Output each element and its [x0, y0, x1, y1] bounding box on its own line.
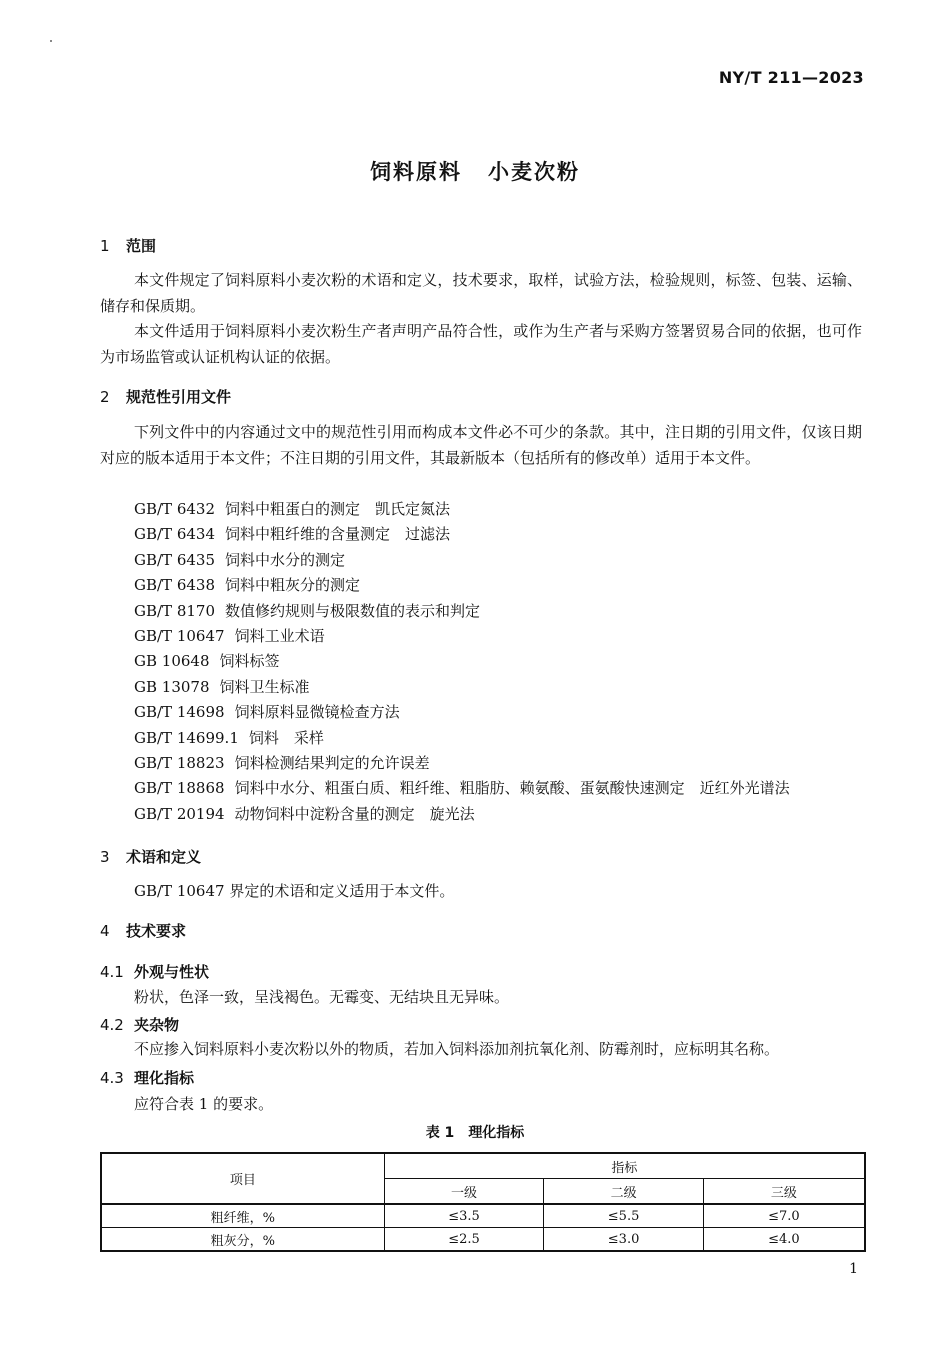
- section-4-2-heading: [100, 1014, 179, 1035]
- table-caption-title: 理化指标: [468, 1125, 525, 1141]
- title-part-2: 小麦次粉: [488, 160, 580, 184]
- section-number: 1: [100, 237, 110, 255]
- section-title: 术语和定义: [126, 848, 202, 866]
- reference-code: GB/T 6434: [134, 525, 216, 544]
- row-value: ≤3.5: [384, 1204, 544, 1228]
- header-indicator: 指标: [384, 1153, 865, 1179]
- reference-title: 饲料原料显微镜检查方法: [234, 703, 400, 722]
- table-caption: [0, 1122, 950, 1142]
- reference-title: 动物饲料中淀粉含量的测定 旋光法: [234, 804, 475, 823]
- row-value: ≤7.0: [703, 1204, 865, 1228]
- reference-item: [134, 497, 790, 522]
- normative-reference-list: [134, 497, 790, 827]
- page-number: 1: [849, 1261, 858, 1277]
- section-1-heading: [100, 235, 156, 256]
- reference-code: GB/T 18823: [134, 753, 225, 772]
- table-row: [101, 1204, 865, 1228]
- reference-title: 饲料卫生标准: [219, 677, 310, 696]
- reference-item: [134, 649, 790, 674]
- section-3-text: GB/T 10647 界定的术语和定义适用于本文件。: [134, 882, 455, 900]
- section-number: 2: [100, 388, 110, 406]
- section-4-heading: [100, 920, 186, 941]
- row-item: 粗灰分，%: [101, 1228, 384, 1252]
- table-header-row: [101, 1153, 865, 1179]
- section-title: 理化指标: [134, 1069, 195, 1087]
- title-part-1: 饲料原料: [370, 160, 462, 184]
- reference-item: [134, 675, 790, 700]
- reference-title: 饲料中粗灰分的测定: [225, 576, 361, 595]
- reference-code: GB 10648: [134, 652, 210, 671]
- reference-item: [134, 624, 790, 649]
- reference-code: GB/T 14698: [134, 703, 225, 722]
- reference-item: [134, 548, 790, 573]
- section-3-heading: [100, 846, 201, 867]
- document-title: [0, 156, 950, 186]
- section-title: 外观与性状: [134, 963, 210, 981]
- section-4-3-text: 应符合表 1 的要求。: [134, 1095, 274, 1113]
- reference-code: GB/T 20194: [134, 804, 225, 823]
- section-4-1-text: 粉状，色泽一致，呈浅褐色。无霉变、无结块且无异味。: [134, 988, 510, 1006]
- section-title: 技术要求: [126, 922, 187, 940]
- row-value: ≤4.0: [703, 1228, 865, 1252]
- section-1-para-2: 本文件适用于饲料原料小麦次粉生产者声明产品符合性，或作为生产者与采购方签署贸易合同的依据，也可作为市场监管或认证机构认证的依据。: [100, 322, 862, 366]
- reference-title: 饲料中水分、粗蛋白质、粗纤维、粗脂肪、赖氨酸、蛋氨酸快速测定 近红外光谱法: [234, 779, 790, 798]
- reference-title: 饲料检测结果判定的允许误差: [234, 753, 430, 772]
- section-title: 范围: [126, 237, 157, 255]
- reference-item: [134, 573, 790, 598]
- reference-code: GB/T 14699.1: [134, 728, 239, 747]
- reference-title: 饲料 采样: [248, 728, 324, 747]
- reference-code: GB/T 10647: [134, 626, 225, 645]
- reference-title: 饲料标签: [219, 652, 280, 671]
- reference-item: [134, 802, 790, 827]
- row-item: 粗纤维，%: [101, 1204, 384, 1228]
- physicochemical-indicator-table: [100, 1152, 866, 1252]
- section-2-intro: 下列文件中的内容通过文中的规范性引用而构成本文件必不可少的条款。其中，注日期的引用文件，仅该日期对应的版本适用于本文件；不注日期的引用文件，其最新版本（包括所有的修改单）适用于本文件。: [100, 423, 862, 467]
- section-number: 4.3: [100, 1069, 124, 1087]
- reference-title: 饲料工业术语: [234, 626, 325, 645]
- row-value: ≤3.0: [544, 1228, 704, 1252]
- reference-title: 饲料中水分的测定: [225, 550, 346, 569]
- reference-code: GB/T 6438: [134, 576, 216, 595]
- reference-code: GB/T 18868: [134, 779, 225, 798]
- table-row: [101, 1228, 865, 1252]
- row-value: ≤2.5: [384, 1228, 544, 1252]
- reference-code: GB/T 6435: [134, 550, 216, 569]
- section-2-heading: [100, 386, 231, 407]
- standard-code: NY/T 211—2023: [718, 68, 864, 87]
- reference-item: [134, 522, 790, 547]
- section-number: 3: [100, 848, 110, 866]
- header-grade-3: 三级: [703, 1179, 865, 1205]
- reference-code: GB 13078: [134, 677, 210, 696]
- section-number: 4.2: [100, 1016, 124, 1034]
- header-item: 项目: [101, 1153, 384, 1204]
- section-title: 规范性引用文件: [126, 388, 232, 406]
- reference-item: [134, 726, 790, 751]
- reference-item: [134, 751, 790, 776]
- reference-item: [134, 776, 790, 801]
- reference-code: GB/T 8170: [134, 601, 216, 620]
- section-4-2-text: 不应掺入饲料原料小麦次粉以外的物质，若加入饲料添加剂抗氧化剂、防霉剂时，应标明其名称。: [134, 1040, 780, 1058]
- section-4-3-heading: [100, 1067, 194, 1088]
- header-grade-2: 二级: [544, 1179, 704, 1205]
- table-caption-number: 表 1: [425, 1125, 455, 1141]
- reference-title: 饲料中粗蛋白的测定 凯氏定氮法: [225, 500, 451, 518]
- section-number: 4: [100, 922, 110, 940]
- reference-title: 饲料中粗纤维的含量测定 过滤法: [225, 525, 451, 544]
- reference-item: [134, 599, 790, 624]
- section-1-para-1: 本文件规定了饲料原料小麦次粉的术语和定义，技术要求，取样，试验方法，检验规则，标签、包装、运输、储存和保质期。: [100, 271, 862, 315]
- reference-title: 数值修约规则与极限数值的表示和判定: [225, 601, 481, 620]
- row-value: ≤5.5: [544, 1204, 704, 1228]
- section-title: 夹杂物: [134, 1016, 180, 1034]
- scan-speck: [50, 40, 52, 42]
- section-number: 4.1: [100, 963, 124, 981]
- reference-code: GB/T 6432: [134, 500, 216, 518]
- section-4-1-heading: [100, 961, 209, 982]
- header-grade-1: 一级: [384, 1179, 544, 1205]
- reference-item: [134, 700, 790, 725]
